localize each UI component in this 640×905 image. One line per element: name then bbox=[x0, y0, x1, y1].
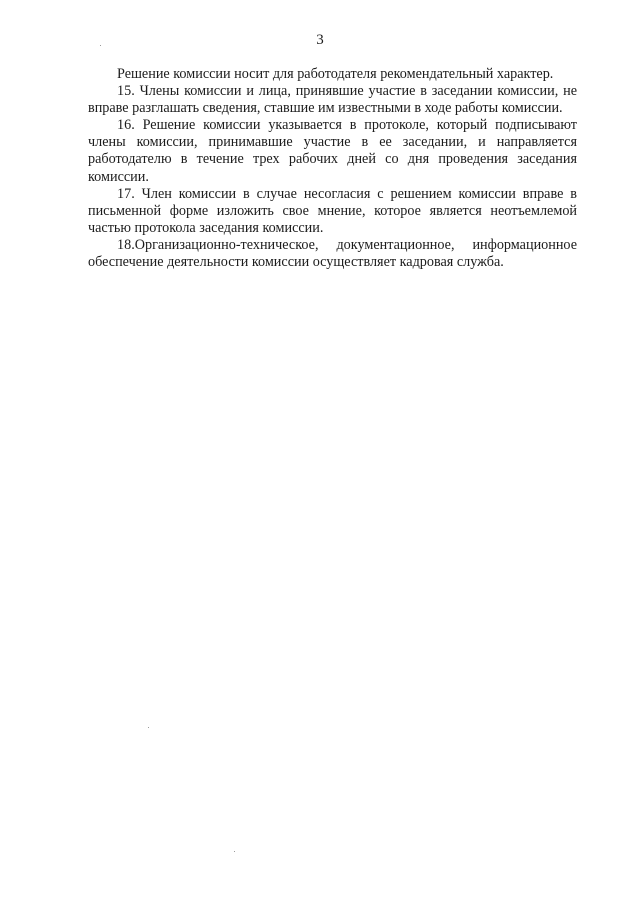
paragraph-decision-nature: Решение комиссии носит для работодателя рекомендательный характер. bbox=[117, 66, 554, 82]
paragraph-15-confidentiality: 15. Члены комиссии и лица, принявшие участие в заседании комиссии, не вправе разглашать сведения, ставшие им известными в ходе работы комиссии. bbox=[88, 83, 577, 117]
paragraph-16-protocol: 16. Решение комиссии указывается в протоколе, который подписывают члены комиссии, принимавшие участие в ее заседании, и направляется работодателю в течение трех рабочих дней со дня проведения заседания комиссии. bbox=[88, 117, 577, 185]
scan-speck bbox=[100, 45, 101, 46]
document-body bbox=[88, 66, 577, 271]
paragraph-18-support: 18.Организационно-техническое, документационное, информационное обеспечение деятельности комиссии осуществляет кадровая служба. bbox=[88, 236, 577, 271]
scan-speck bbox=[148, 727, 149, 728]
page-number: 3 bbox=[316, 32, 324, 48]
scan-speck bbox=[234, 851, 235, 852]
paragraph-17-dissent: 17. Член комиссии в случае несогласия с решением комиссии вправе в письменной форме изложить свое мнение, которое является неотъемлемой частью протокола заседания комиссии. bbox=[88, 185, 577, 236]
